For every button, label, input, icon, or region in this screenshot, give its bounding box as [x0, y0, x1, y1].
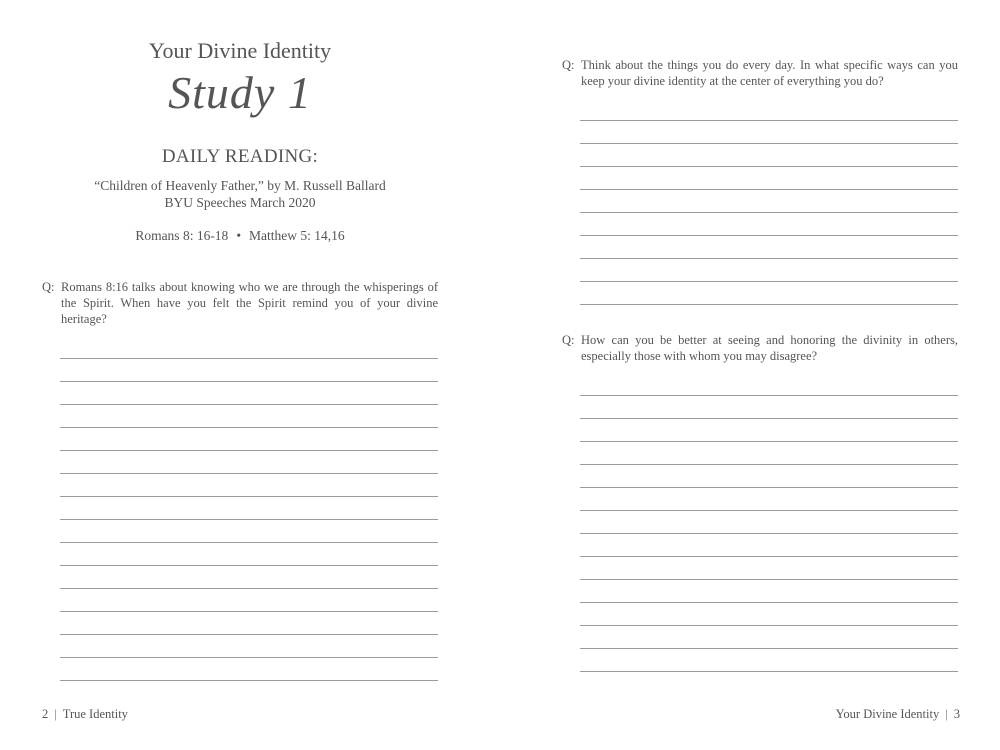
question-text: Romans 8:16 talks about knowing who we are through the whisperings of the Spirit. When have you felt the Spirit remind you of your divine heritage? — [61, 280, 438, 326]
question-text: How can you be better at seeing and honoring the divinity in others, especially those with whom you may disagree? — [581, 333, 958, 363]
writing-line[interactable] — [60, 542, 438, 543]
writing-line[interactable] — [60, 657, 438, 658]
writing-line[interactable] — [60, 358, 438, 359]
writing-line[interactable] — [580, 579, 958, 580]
page-footer — [42, 707, 128, 722]
writing-line[interactable] — [60, 496, 438, 497]
scripture-ref: Matthew 5: 14,16 — [249, 228, 345, 243]
answer-lines[interactable] — [60, 0, 438, 750]
writing-line[interactable] — [580, 648, 958, 649]
right-page — [500, 0, 1000, 750]
scripture-ref: Romans 8: 16-18 — [135, 228, 229, 243]
question-prefix: Q: — [42, 280, 55, 294]
question-prefix: Q: — [562, 58, 575, 72]
footer-divider: | — [945, 707, 948, 721]
daily-reading-heading: DAILY READING: — [161, 146, 319, 167]
writing-line[interactable] — [60, 519, 438, 520]
page-title: Your Divine Identity — [148, 38, 332, 63]
footer-divider: | — [54, 707, 57, 721]
page-number: 2 — [42, 707, 49, 721]
writing-line[interactable] — [60, 450, 438, 451]
bullet-separator: • — [236, 228, 242, 243]
writing-line[interactable] — [580, 395, 958, 396]
question-prefix: Q: — [562, 333, 575, 347]
writing-line[interactable] — [580, 556, 958, 557]
writing-line[interactable] — [60, 611, 438, 612]
writing-line[interactable] — [580, 464, 958, 465]
study-script-title: Study 1 — [168, 67, 312, 118]
writing-line[interactable] — [60, 404, 438, 405]
reading-source: “Children of Heavenly Father,” by M. Russell Ballard — [94, 178, 386, 193]
writing-line[interactable] — [580, 602, 958, 603]
writing-line[interactable] — [60, 588, 438, 589]
writing-line[interactable] — [60, 565, 438, 566]
writing-line[interactable] — [580, 533, 958, 534]
writing-line[interactable] — [580, 671, 958, 672]
writing-line[interactable] — [580, 418, 958, 419]
writing-line[interactable] — [60, 473, 438, 474]
question-text: Think about the things you do every day. In what specific ways can you keep your divine identity at the center of everything you do? — [581, 58, 958, 88]
writing-line[interactable] — [60, 381, 438, 382]
writing-line[interactable] — [580, 487, 958, 488]
reading-publication: BYU Speeches March 2020 — [164, 195, 316, 210]
answer-lines[interactable] — [580, 0, 958, 750]
page-number: 3 — [953, 707, 960, 721]
writing-line[interactable] — [580, 625, 958, 626]
writing-line[interactable] — [580, 510, 958, 511]
writing-line[interactable] — [60, 427, 438, 428]
footer-section: True Identity — [62, 707, 128, 721]
writing-line[interactable] — [60, 634, 438, 635]
footer-section: Your Divine Identity — [835, 707, 940, 721]
page-footer — [836, 707, 960, 722]
writing-line[interactable] — [60, 680, 438, 681]
writing-line[interactable] — [580, 441, 958, 442]
